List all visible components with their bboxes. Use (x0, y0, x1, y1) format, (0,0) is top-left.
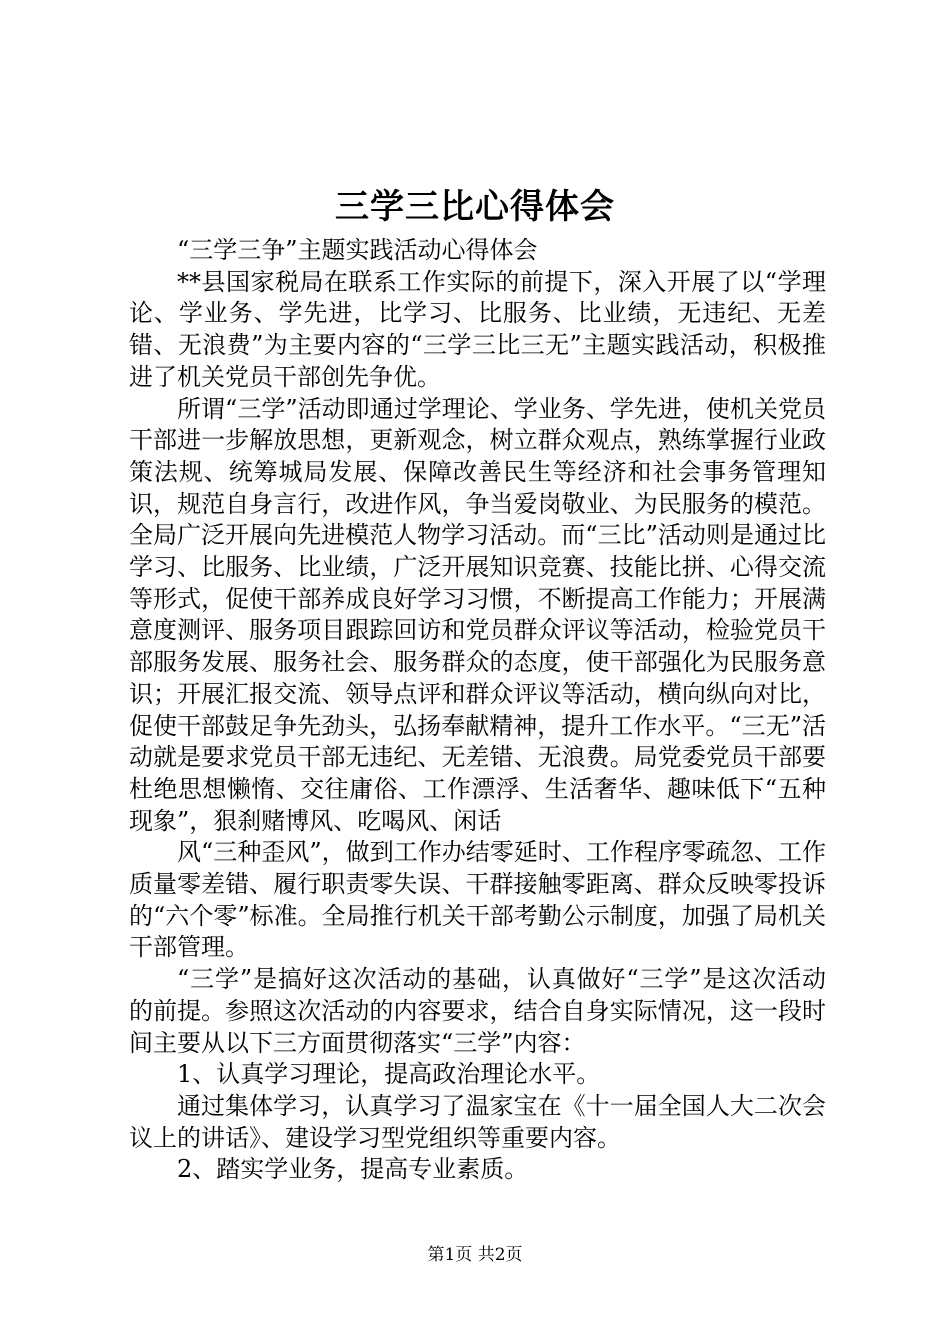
paragraph-three-evils: 风“三种歪风”，做到工作办结零延时、工作程序零疏忽、工作质量零差错、履行职责零失误、干群接触零距离、群众反映零投诉的“六个零”标准。全局推行机关干部考勤公示制度，加强了局机关干部管理。 (129, 838, 826, 962)
paragraph-foundation: “三学”是搞好这次活动的基础，认真做好“三学”是这次活动的前提。参照这次活动的内容要求，结合自身实际情况，这一段时间主要从以下三方面贯彻落实“三学”内容： (129, 965, 826, 1057)
document-title: 三学三比心得体会 (335, 187, 615, 227)
paragraph-point-2: 2、踏实学业务，提高专业素质。 (177, 1155, 529, 1184)
document-body (129, 235, 826, 1186)
paragraph-point-1: 1、认真学习理论，提高政治理论水平。 (177, 1060, 601, 1089)
page-footer: 第1页 共2页 (427, 1245, 523, 1265)
paragraph-subtitle: “三学三争”主题实践活动心得体会 (177, 236, 538, 264)
paragraph-point-1-detail: 通过集体学习，认真学习了温家宝在《十一届全国人大二次会议上的讲话》、建设学习型党组织等重要内容。 (129, 1091, 826, 1152)
paragraph-definition: 所谓“三学”活动即通过学理论、学业务、学先进，使机关党员干部进一步解放思想，更新观念，树立群众观点，熟练掌握行业政策法规、统筹城局发展、保障改善民生等经济和社会事务管理知识，规范自身言行，改进作风，争当爱岗敬业、为民服务的模范。全局广泛开展向先进模范人物学习活动。而“三比”活动则是通过比学习、比服务、比业绩，广泛开展知识竞赛、技能比拼、心得交流等形式，促使干部养成良好学习习惯，不断提高工作能力；开展满意度测评、服务项目跟踪回访和党员群众评议等活动，检验党员干部服务发展、服务社会、服务群众的态度，使干部强化为民服务意识；开展汇报交流、领导点评和群众评议等活动，横向纵向对比，促使干部鼓足争先劲头，弘扬奉献精神，提升工作水平。“三无”活动就是要求党员干部无违纪、无差错、无浪费。局党委党员干部要杜绝思想懒惰、交往庸俗、工作漂浮、生活奢华、趣味低下“五种现象”，狠刹赌博风、吃喝风、闲话 (129, 394, 826, 835)
paragraph-intro: **县国家税局在联系工作实际的前提下，深入开展了以“学理论、学业务、学先进，比学习、比服务、比业绩，无违纪、无差错、无浪费”为主要内容的“三学三比三无”主题实践活动，积极推进了机关党员干部创先争优。 (129, 267, 826, 391)
